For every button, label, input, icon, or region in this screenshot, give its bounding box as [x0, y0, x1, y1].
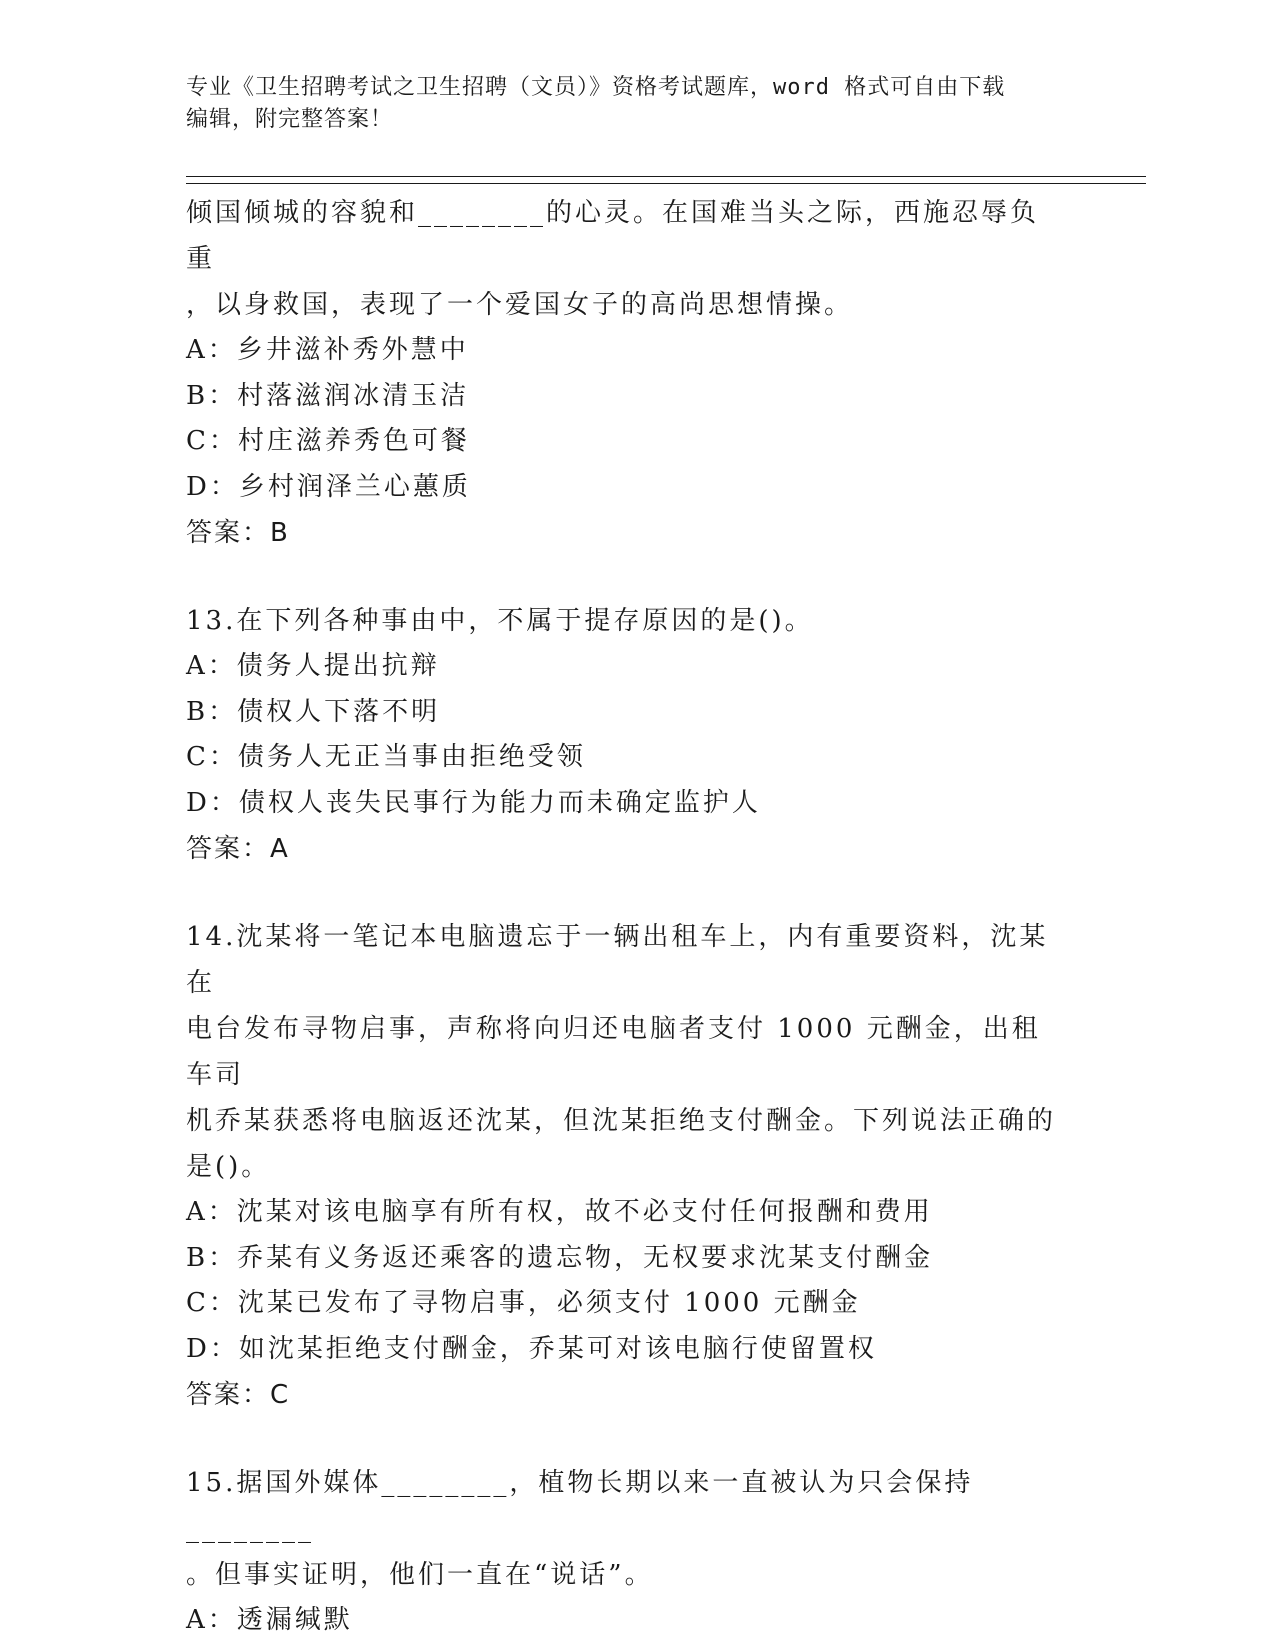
option-a: A：沈某对该电脑享有所有权，故不必支付任何报酬和费用: [186, 1197, 933, 1227]
question-stem-line: 机乔某获悉将电脑返还沈某，但沈某拒绝支付酬金。下列说法正确的: [186, 1106, 1057, 1136]
question-stem-line: 倾国倾城的容貌和________的心灵。在国难当头之际，西施忍辱负重: [186, 198, 1040, 274]
header-rule-bottom: [186, 183, 1146, 184]
page-header: [186, 72, 1066, 136]
question-stem-line: 。但事实证明，他们一直在“说话”。: [186, 1560, 654, 1590]
answer-label: 答案：B: [186, 518, 290, 548]
option-b: B：乔某有义务返还乘客的遗忘物，无权要求沈某支付酬金: [186, 1242, 934, 1273]
question-12: [186, 190, 1066, 556]
option-b: B：村落滋润冰清玉洁: [186, 380, 470, 411]
question-content: [186, 190, 1066, 1644]
header-line-2: 编辑，附完整答案！: [186, 107, 394, 132]
question-stem-line: ，以身救国，表现了一个爱国女子的高尚思想情操。: [186, 290, 854, 320]
option-d: D：债权人丧失民事行为能力而未确定监护人: [186, 787, 761, 818]
question-15: [186, 1460, 1066, 1644]
question-13: [186, 598, 1066, 872]
question-stem-line: 13.在下列各种事由中，不属于提存原因的是()。: [186, 606, 814, 636]
question-stem-line: 是()。: [186, 1152, 271, 1182]
question-stem-line: 14.沈某将一笔记本电脑遗忘于一辆出租车上，内有重要资料，沈某在: [186, 922, 1049, 998]
option-a: A：透漏缄默: [186, 1605, 353, 1635]
question-stem-line: 15.据国外媒体________，植物长期以来一直被认为只会保持________: [186, 1468, 974, 1544]
answer-label: 答案：A: [186, 834, 290, 864]
question-14: [186, 914, 1066, 1418]
option-d: D：乡村润泽兰心蕙质: [186, 471, 471, 502]
option-b: B：债权人下落不明: [186, 696, 441, 727]
option-c: C：沈某已发布了寻物启事，必须支付 1000 元酬金: [186, 1288, 861, 1318]
answer-label: 答案：C: [186, 1380, 291, 1410]
option-c: C：债务人无正当事由拒绝受领: [186, 742, 586, 772]
header-line-1: 专业《卫生招聘考试之卫生招聘（文员）》资格考试题库，word 格式可自由下载: [186, 75, 1006, 100]
header-rule-top: [186, 176, 1146, 177]
option-a: A：乡井滋补秀外慧中: [186, 335, 469, 365]
question-stem-line: 电台发布寻物启事，声称将向归还电脑者支付 1000 元酬金，出租车司: [186, 1014, 1041, 1090]
option-d: D：如沈某拒绝支付酬金，乔某可对该电脑行使留置权: [186, 1333, 877, 1364]
option-c: C：村庄滋养秀色可餐: [186, 426, 470, 456]
option-a: A：债务人提出抗辩: [186, 651, 440, 681]
